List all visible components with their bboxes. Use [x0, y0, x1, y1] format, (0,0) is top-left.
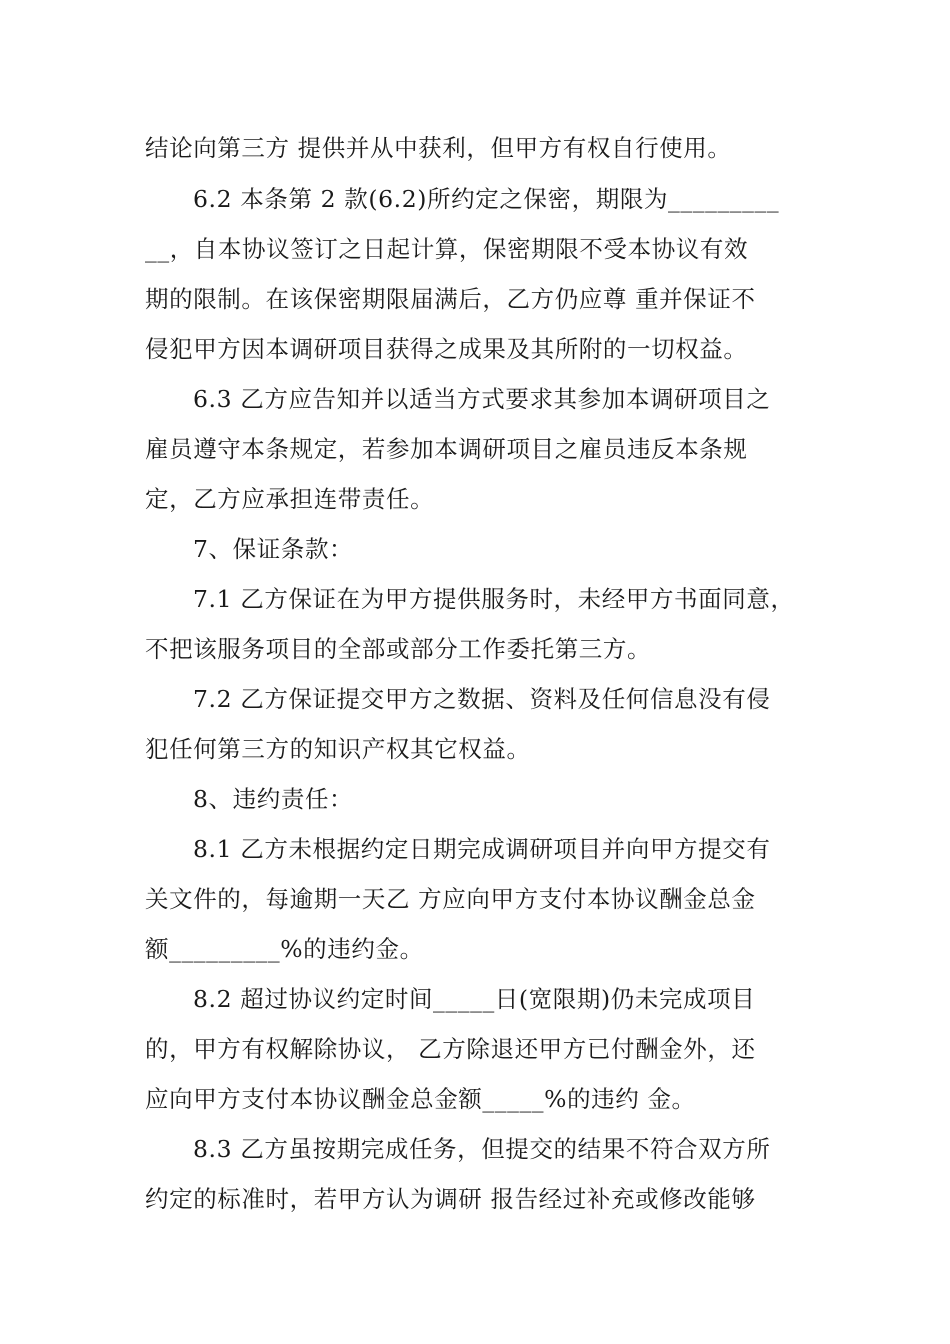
clause-7-1-line: 7.1 乙方保证在为甲方提供服务时，未经甲方书面同意，: [193, 585, 795, 613]
text-line: 关文件的，每逾期一天乙 方应向甲方支付本协议酬金总金: [145, 885, 756, 913]
text-line: 雇员遵守本条规定，若参加本调研项目之雇员违反本条规: [145, 435, 748, 463]
clause-8-1-line: 8.1 乙方未根据约定日期完成调研项目并向甲方提交有: [193, 835, 771, 863]
text-line: __，自本协议签订之日起计算，保密期限不受本协议有效: [145, 235, 749, 263]
section-7-heading: 7、保证条款：: [193, 535, 354, 563]
text-line: 的，甲方有权解除协议， 乙方除退还甲方已付酬金外，还: [145, 1035, 756, 1063]
text-line: 不把该服务项目的全部或部分工作委托第三方。: [145, 635, 652, 663]
clause-8-2-line: 8.2 超过协议约定时间_____日(宽限期)仍未完成项目: [193, 985, 756, 1013]
text-line: 期的限制。在该保密期限届满后，乙方仍应尊 重并保证不: [145, 285, 756, 313]
text-line: 应向甲方支付本协议酬金总金额_____%的违约 金。: [145, 1085, 696, 1113]
text-line: 额_________%的违约金。: [145, 935, 424, 963]
text-line: 约定的标准时，若甲方认为调研 报告经过补充或修改能够: [145, 1185, 756, 1213]
clause-6-2-line: 6.2 本条第 2 款(6.2)所约定之保密，期限为_________: [193, 185, 780, 213]
clause-8-3-line: 8.3 乙方虽按期完成任务，但提交的结果不符合双方所: [193, 1135, 771, 1163]
clause-6-3-line: 6.3 乙方应告知并以适当方式要求其参加本调研项目之: [193, 385, 771, 413]
section-8-heading: 8、违约责任：: [193, 785, 354, 813]
text-line: 结论向第三方 提供并从中获利，但甲方有权自行使用。: [145, 134, 732, 162]
clause-7-2-line: 7.2 乙方保证提交甲方之数据、资料及任何信息没有侵: [193, 685, 771, 713]
text-line: 侵犯甲方因本调研项目获得之成果及其所附的一切权益。: [145, 335, 748, 363]
text-line: 定，乙方应承担连带责任。: [145, 485, 435, 513]
text-line: 犯任何第三方的知识产权其它权益。: [145, 735, 531, 763]
